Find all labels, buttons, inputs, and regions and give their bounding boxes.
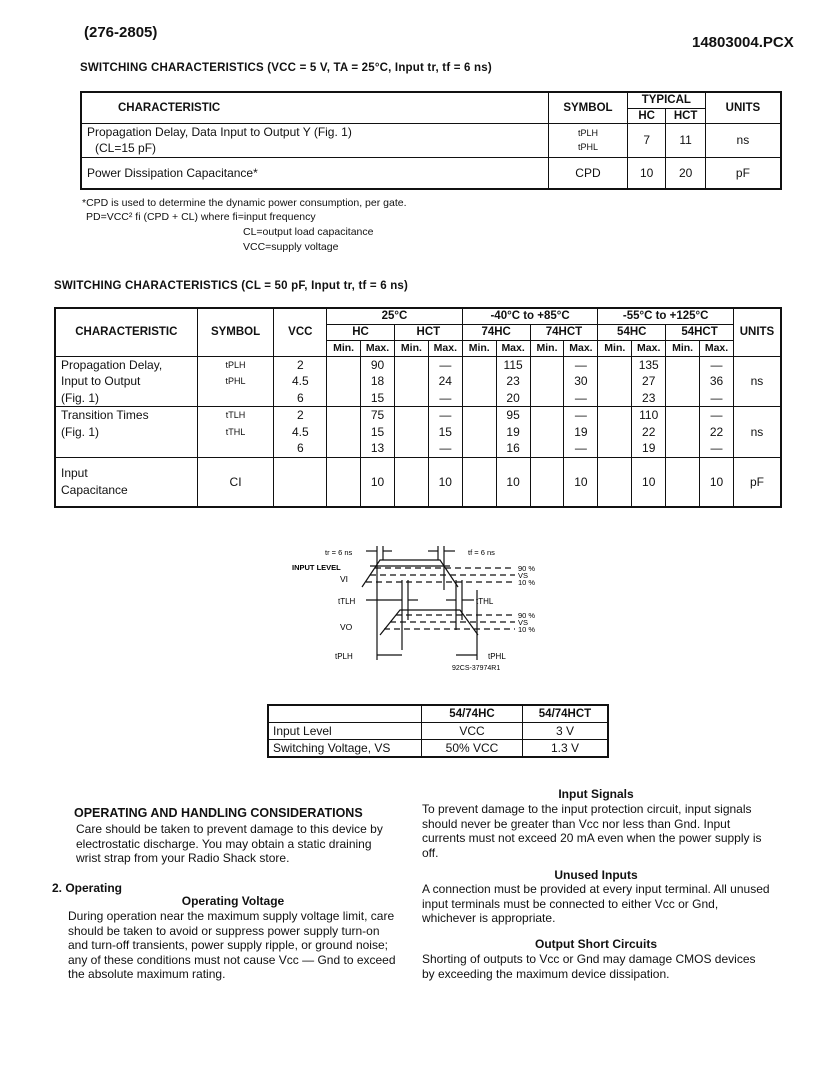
switching-waveform-diagram [280, 540, 570, 675]
wf-vs-bottom: VS [518, 618, 529, 627]
t1-r1-char: Propagation Delay, Data Input to Output Y (Fig. 1) [87, 125, 352, 139]
t3-col-hct: 54/74HCT [523, 705, 609, 723]
operating-voltage-text: During operation near the maximum supply voltage limit, care should be taken to avoid or suppress power supply turn-on and turn-off transients, power supply ripple, or ground noise; any of these conditions must not cause Vcc — Gnd to exceed the absolute maximum rating. [68, 909, 396, 981]
table2-title: SWITCHING CHARACTERISTICS (CL = 50 pF, Input tr, tf = 6 ns) [54, 280, 409, 292]
t2-cap-hc-max: 10 [361, 457, 395, 507]
short-circuits-text: Shorting of outputs to Vcc or Gnd may damage CMOS devices by exceeding the maximum device dissipation. [422, 952, 756, 981]
wf-tphl: tPHL [488, 652, 506, 661]
input-signals-text: To prevent damage to the input protection circuit, input signals should never be greater than Vcc nor less than Gnd. Input currents must not exceed 20 mA even when the power supply is off. [422, 802, 762, 860]
op-handling-title: OPERATING AND HANDLING CONSIDERATIONS [74, 806, 363, 820]
wf-vs-top: VS [518, 571, 529, 580]
t3-r2-label: Switching Voltage, VS [268, 740, 422, 758]
wf-tr-label: tr = 6 ns [325, 548, 353, 557]
t1-note-3: CL=output load capacitance [243, 226, 374, 238]
t2-trans-hc-max: 75 15 13 [361, 407, 395, 458]
switching-table-1 [80, 91, 782, 190]
t2-prop-hc-max: 90 18 15 [361, 356, 395, 407]
t2-prop-units: ns [733, 356, 781, 407]
t3-r1-label: Input Level [268, 723, 422, 740]
t2-prop-54hc-max: 135 27 23 [632, 356, 666, 407]
table-row [55, 356, 781, 407]
t2-max-1: Max. [361, 340, 395, 356]
t2-min-6: Min. [666, 340, 700, 356]
t2-cap-hct-max: 10 [428, 457, 462, 507]
t1-r1-sym2: tPHL [577, 142, 598, 152]
t1-col-hct: HCT [666, 108, 705, 123]
t2-col-vcc: VCC [274, 308, 327, 356]
t2-max-5: Max. [632, 340, 666, 356]
wf-fig-code: 92CS-37974R1 [452, 665, 501, 672]
table1-title: SWITCHING CHARACTERISTICS (VCC = 5 V, TA = 25°C, Input tr, tf = 6 ns) [80, 62, 492, 74]
table-row [81, 157, 781, 189]
table-row [268, 740, 608, 758]
t3-r1-hc: VCC [422, 723, 523, 740]
t2-sub-54hc: 54HC [598, 324, 666, 340]
t2-sub-hc: HC [327, 324, 395, 340]
t2-trans-units: ns [733, 407, 781, 458]
unused-inputs-title: Unused Inputs [554, 868, 638, 882]
table-row [55, 457, 781, 507]
wf-90-bottom: 90 % [518, 611, 536, 620]
t2-col-units: UNITS [733, 308, 781, 356]
wf-tthl: tTHL [476, 597, 494, 606]
t2-trans-label: Transition Times (Fig. 1) [55, 407, 197, 458]
input-signals-title: Input Signals [558, 787, 634, 801]
t2-cap-sym: CI [197, 457, 274, 507]
t2-prop-hct-max: — 24 — [428, 356, 462, 407]
t2-prop-74hc-max: 115 23 20 [496, 356, 530, 407]
t2-prop-74hct-max: — 30 — [564, 356, 598, 407]
doc-number: (276-2805) [84, 24, 158, 41]
t2-group-25c: 25°C [327, 308, 463, 324]
operating-voltage-title: Operating Voltage [181, 894, 285, 908]
t1-note-4: VCC=supply voltage [243, 241, 339, 253]
unused-inputs-text: A connection must be provided at every input terminal. All unused input terminals must be connected to either Vcc or Gnd, whichever is appropriate. [422, 882, 770, 925]
t2-sub-74hc: 74HC [462, 324, 530, 340]
t1-r1-units: ns [705, 123, 781, 157]
t2-sub-hct: HCT [394, 324, 462, 340]
t1-r1-char-note: (CL=15 pF) [95, 141, 157, 155]
t2-trans-74hc-max: 95 19 16 [496, 407, 530, 458]
t2-prop-sym: tPLH tPHL [197, 356, 274, 407]
t2-min-3: Min. [462, 340, 496, 356]
t2-group-85c: -40°C to +85°C [462, 308, 598, 324]
t2-trans-hct-max: — 15 — [428, 407, 462, 458]
table-row [81, 123, 781, 157]
t1-col-hc: HC [627, 108, 666, 123]
t2-min-4: Min. [530, 340, 564, 356]
t1-r2-char: Power Dissipation Capacitance* [81, 157, 549, 189]
wf-input-level: INPUT LEVEL [292, 563, 341, 572]
t2-min-2: Min. [394, 340, 428, 356]
file-name: 14803004.PCX [692, 34, 794, 51]
t1-r2-hc: 10 [627, 157, 666, 189]
wf-90-top: 90 % [518, 564, 536, 573]
t2-cap-74hct-max: 10 [564, 457, 598, 507]
wf-10-bottom: 10 % [518, 625, 536, 634]
t3-col-hc: 54/74HC [422, 705, 523, 723]
t2-cap-74hc-max: 10 [496, 457, 530, 507]
input-level-table [267, 704, 609, 758]
op-handling-text: Care should be taken to prevent damage to this device by electrostatic discharge. You may obtain a static draining wrist strap from your Radio Shack store. [76, 822, 383, 865]
table-row [268, 723, 608, 740]
wf-vo: VO [340, 622, 353, 632]
t2-sub-74hct: 74HCT [530, 324, 598, 340]
t1-r2-hct: 20 [666, 157, 705, 189]
t1-col-units: UNITS [705, 92, 781, 123]
t2-trans-74hct-max: — 19 — [564, 407, 598, 458]
t1-r1-hc: 7 [627, 123, 666, 157]
t2-min-5: Min. [598, 340, 632, 356]
wf-tplh: tPLH [335, 652, 353, 661]
t2-group-125c: -55°C to +125°C [598, 308, 734, 324]
t2-min-1: Min. [327, 340, 361, 356]
t1-col-characteristic: CHARACTERISTIC [81, 92, 549, 123]
t2-cap-label: Input Capacitance [55, 457, 197, 507]
t2-col-symbol: SYMBOL [197, 308, 274, 356]
t2-sub-54hct: 54HCT [666, 324, 734, 340]
t2-trans-54hc-max: 110 22 19 [632, 407, 666, 458]
t2-prop-label: Propagation Delay, Input to Output (Fig. 1) [55, 356, 197, 407]
t3-r1-hct: 3 V [523, 723, 609, 740]
table-row [55, 407, 781, 458]
wf-vi: VI [340, 574, 349, 584]
t2-prop-54hct-max: — 36 — [700, 356, 734, 407]
t1-r1-hct: 11 [666, 123, 705, 157]
operating-title: 2. Operating [52, 881, 123, 895]
t2-cap-54hct-max: 10 [700, 457, 734, 507]
switching-table-2 [54, 307, 782, 508]
t2-trans-vcc: 2 4.5 6 [274, 407, 327, 458]
t1-note-2: PD=VCC² fi (CPD + CL) where fi=input frequency [86, 211, 316, 223]
t1-col-typical: TYPICAL [627, 92, 705, 108]
t2-cap-units: pF [733, 457, 781, 507]
t2-max-2: Max. [428, 340, 462, 356]
t3-r2-hc: 50% VCC [422, 740, 523, 758]
short-circuits-title: Output Short Circuits [535, 937, 657, 951]
t2-prop-vcc: 2 4.5 6 [274, 356, 327, 407]
t2-max-6: Max. [700, 340, 734, 356]
t2-trans-sym: tTLH tTHL [197, 407, 274, 458]
t1-col-symbol: SYMBOL [549, 92, 628, 123]
wf-tf-label: tf = 6 ns [468, 548, 495, 557]
t3-r2-hct: 1.3 V [523, 740, 609, 758]
t2-col-characteristic: CHARACTERISTIC [55, 308, 197, 356]
wf-10-top: 10 % [518, 578, 536, 587]
wf-ttlh: tTLH [338, 597, 356, 606]
t2-max-4: Max. [564, 340, 598, 356]
t1-r2-units: pF [705, 157, 781, 189]
t1-r2-sym: CPD [549, 157, 628, 189]
t2-trans-54hct-max: — 22 — [700, 407, 734, 458]
t2-max-3: Max. [496, 340, 530, 356]
t1-note-1: *CPD is used to determine the dynamic power consumption, per gate. [82, 197, 407, 209]
t2-cap-54hc-max: 10 [632, 457, 666, 507]
t1-r1-sym1: tPLH [577, 128, 598, 138]
